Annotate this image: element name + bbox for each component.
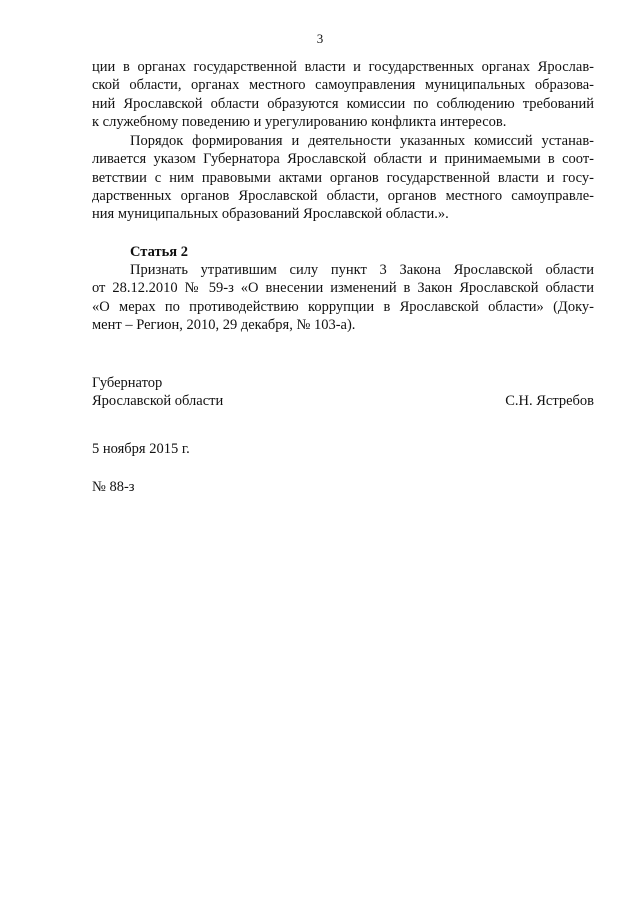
signatory-title-line-2: Ярославской области [92, 393, 224, 410]
signatory-title-line-1: Губернатор [92, 375, 163, 391]
paragraph-2-line: Порядок формирования и деятельности указанных комиссий устанав- [130, 133, 594, 150]
paragraph-1-line: ний Ярославской области образуются комиссии по соблюдению требований [92, 95, 594, 112]
paragraph-2-line: ветствии с ним правовыми актами органов государственной власти и госу- [92, 169, 594, 186]
paragraph-1-line: ской области, органах местного самоуправления муниципальных образова- [92, 77, 594, 94]
paragraph-2-line: ливается указом Губернатора Ярославской области и принимаемыми в соот- [92, 151, 594, 168]
article-2-line: Признать утратившим силу пункт 3 Закона Ярославской области [130, 261, 594, 278]
document-body [92, 58, 594, 334]
paragraph-1 [92, 58, 594, 131]
signatory-name: С.Н. Ястребов [505, 393, 594, 410]
paragraph-1-line: ции в органах государственной власти и государственных органах Ярослав- [92, 59, 594, 75]
article-2 [92, 243, 594, 334]
signature-row [92, 392, 594, 410]
paragraph-1-line: к служебному поведению и урегулированию конфликта интересов. [92, 113, 507, 130]
article-2-line: мент – Регион, 2010, 29 декабря, № 103-а). [92, 316, 356, 333]
article-heading: Статья 2 [130, 243, 188, 260]
paragraph-2-line: ния муниципальных образований Ярославской области.». [92, 206, 449, 223]
signature-block [92, 374, 594, 411]
law-number: № 88-з [92, 479, 135, 495]
page-number: 3 [316, 31, 324, 46]
article-2-line: от 28.12.2010 № 59-з «О внесении изменений в Закон Ярославской области [92, 280, 594, 297]
paragraph-2-line: дарственных органов Ярославской области, органов местного самоуправле- [92, 188, 594, 205]
article-2-line: «О мерах по противодействию коррупции в Ярославской области» (Доку- [92, 298, 594, 315]
document-date: 5 ноября 2015 г. [92, 441, 190, 457]
paragraph-2 [92, 132, 594, 223]
